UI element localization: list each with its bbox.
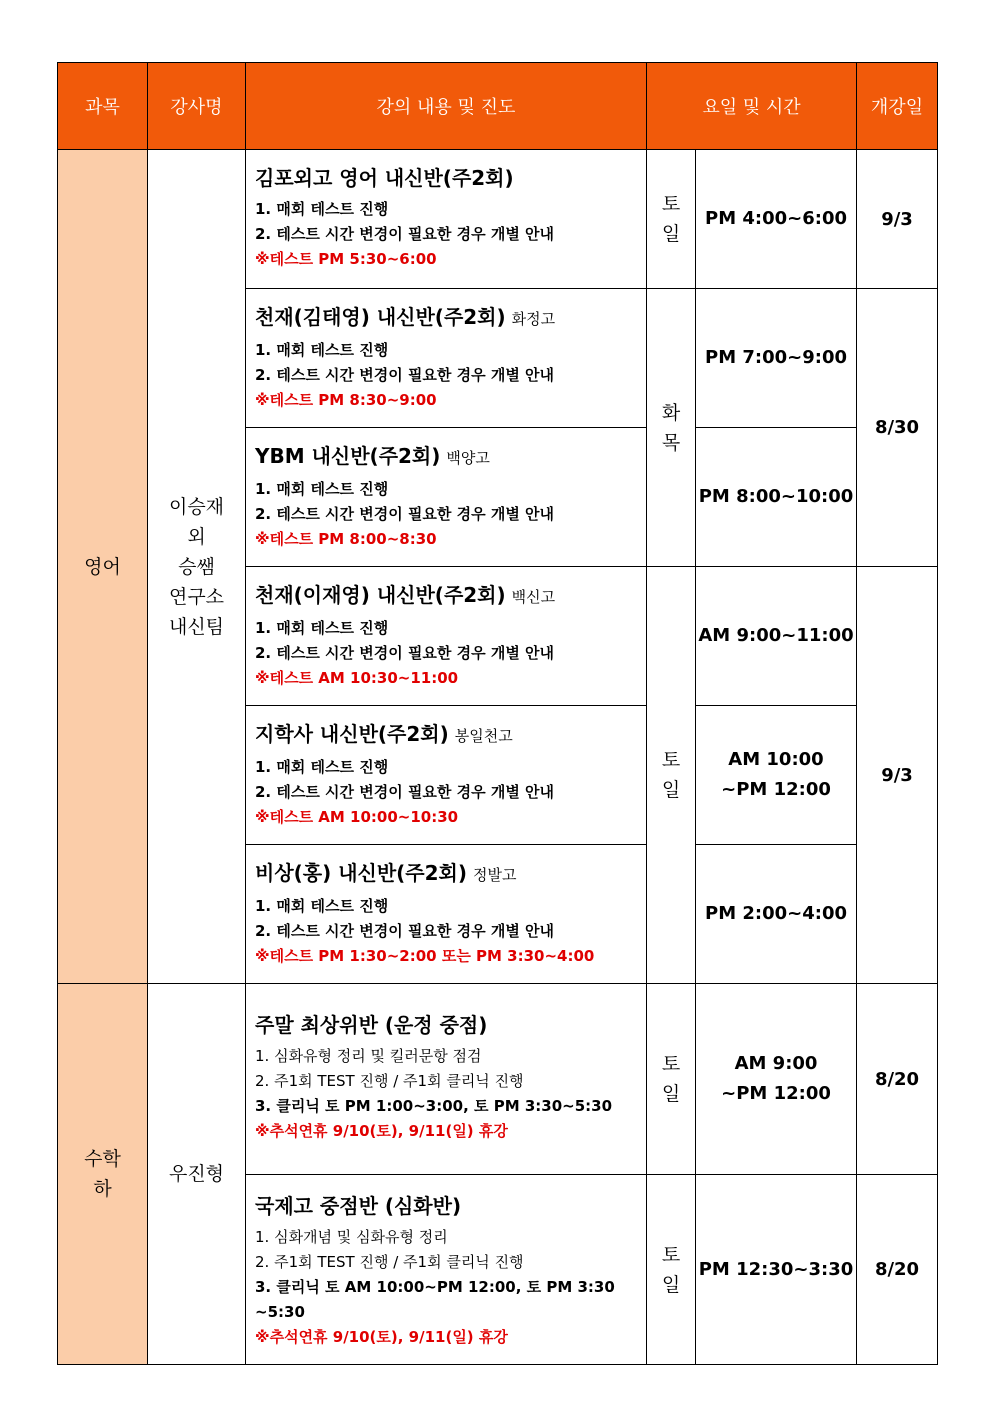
test-time: ※테스트 PM 8:30~9:00: [255, 391, 437, 409]
holiday-note: ※추석연휴 9/10(토), 9/11(일) 휴강: [255, 1122, 508, 1140]
class-line: 2. 테스트 시간 변경이 필요한 경우 개별 안내: [255, 225, 555, 243]
class-line: 2. 주1회 TEST 진행 / 주1회 클리닉 진행: [255, 1072, 524, 1090]
school-name: 백신고: [511, 588, 556, 606]
holiday-note: ※추석연휴 9/10(토), 9/11(일) 휴강: [255, 1328, 508, 1346]
test-time: ※테스트 PM 1:30~2:00 또는 PM 3:30~4:00: [255, 947, 595, 965]
class-line: 1. 매회 테스트 진행: [255, 758, 389, 776]
class-line: 1. 매회 테스트 진행: [255, 897, 389, 915]
class-days: 토 일: [647, 1175, 696, 1365]
class-line: 1. 매회 테스트 진행: [255, 480, 389, 498]
header-teacher: 강사명: [148, 63, 246, 150]
class-title: 천재(김태영) 내신반(주2회) 화정고: [255, 305, 556, 329]
test-time: ※테스트 AM 10:30~11:00: [255, 669, 459, 687]
class-content: [246, 706, 647, 845]
table-row: [58, 150, 938, 289]
class-line: 1. 심화유형 정리 및 킬러문항 점검: [255, 1047, 482, 1065]
school-name: 정발고: [473, 866, 517, 884]
class-line: 3. 클리닉 토 PM 1:00~3:00, 토 PM 3:30~5:30: [255, 1097, 613, 1115]
class-time: AM 9:00~11:00: [696, 567, 857, 706]
teacher-name: 이승재: [168, 495, 225, 518]
class-title: 김포외고 영어 내신반(주2회): [255, 166, 514, 190]
class-line: 1. 매회 테스트 진행: [255, 619, 389, 637]
open-date: 8/20: [857, 984, 938, 1175]
class-days: 토 일: [647, 150, 696, 289]
class-title: 주말 최상위반 (운정 중점): [255, 1013, 488, 1037]
teacher-math: 우진형: [148, 984, 246, 1365]
class-line: 2. 테스트 시간 변경이 필요한 경우 개별 안내: [255, 783, 555, 801]
class-time: PM 12:30~3:30: [696, 1175, 857, 1365]
class-title: YBM 내신반(주2회) 백양고: [255, 444, 490, 468]
class-time: AM 9:00 ~PM 12:00: [696, 984, 857, 1175]
class-schedule-table: [57, 62, 938, 1365]
class-content: [246, 289, 647, 428]
class-title: 비상(홍) 내신반(주2회) 정발고: [255, 861, 517, 885]
class-time: PM 8:00~10:00: [696, 428, 857, 567]
class-content: [246, 845, 647, 984]
class-line: 2. 테스트 시간 변경이 필요한 경우 개별 안내: [255, 922, 555, 940]
table-row: [58, 984, 938, 1175]
class-line: 1. 매회 테스트 진행: [255, 341, 389, 359]
class-content: [246, 150, 647, 289]
class-line: 2. 테스트 시간 변경이 필요한 경우 개별 안내: [255, 644, 555, 662]
test-time: ※테스트 PM 5:30~6:00: [255, 250, 437, 268]
teacher-name: 승쌤: [178, 555, 215, 578]
class-days: 화 목: [647, 289, 696, 567]
class-days: 토 일: [647, 984, 696, 1175]
header-subject: 과목: [58, 63, 148, 150]
test-time: ※테스트 AM 10:00~10:30: [255, 808, 459, 826]
class-content: [246, 1175, 647, 1365]
subject-math: 수학 하: [58, 984, 148, 1365]
school-name: 화정고: [511, 310, 556, 328]
school-name: 백양고: [446, 449, 490, 467]
class-time: PM 4:00~6:00: [696, 150, 857, 289]
teacher-name: 외: [187, 525, 206, 548]
class-days: 토 일: [647, 567, 696, 984]
class-title: 지학사 내신반(주2회) 봉일천고: [255, 722, 513, 746]
class-line: 2. 주1회 TEST 진행 / 주1회 클리닉 진행: [255, 1253, 524, 1271]
open-date: 9/3: [857, 150, 938, 289]
open-date: 9/3: [857, 567, 938, 984]
teacher-name: 내신팀: [168, 615, 225, 638]
class-line: 1. 심화개념 및 심화유형 정리: [255, 1228, 448, 1246]
teacher-english: [148, 150, 246, 984]
school-name: 봉일천고: [454, 727, 513, 745]
header-content: 강의 내용 및 진도: [246, 63, 647, 150]
class-time: PM 2:00~4:00: [696, 845, 857, 984]
header-schedule: 요일 및 시간: [647, 63, 857, 150]
open-date: 8/30: [857, 289, 938, 567]
class-content: [246, 984, 647, 1175]
class-title: 천재(이재영) 내신반(주2회) 백신고: [255, 583, 556, 607]
class-line: 2. 테스트 시간 변경이 필요한 경우 개별 안내: [255, 366, 555, 384]
teacher-name: 연구소: [168, 585, 225, 608]
class-content: [246, 567, 647, 706]
class-content: [246, 428, 647, 567]
class-title: 국제고 중점반 (심화반): [255, 1194, 462, 1218]
subject-english: 영어: [58, 150, 148, 984]
header-row: [58, 63, 938, 150]
test-time: ※테스트 PM 8:00~8:30: [255, 530, 437, 548]
class-line: 3. 클리닉 토 AM 10:00~PM 12:00, 토 PM 3:30 ~5:30: [255, 1278, 615, 1321]
open-date: 8/20: [857, 1175, 938, 1365]
class-line: 2. 테스트 시간 변경이 필요한 경우 개별 안내: [255, 505, 555, 523]
header-open-date: 개강일: [857, 63, 938, 150]
class-time: PM 7:00~9:00: [696, 289, 857, 428]
class-time: AM 10:00 ~PM 12:00: [696, 706, 857, 845]
class-line: 1. 매회 테스트 진행: [255, 200, 389, 218]
